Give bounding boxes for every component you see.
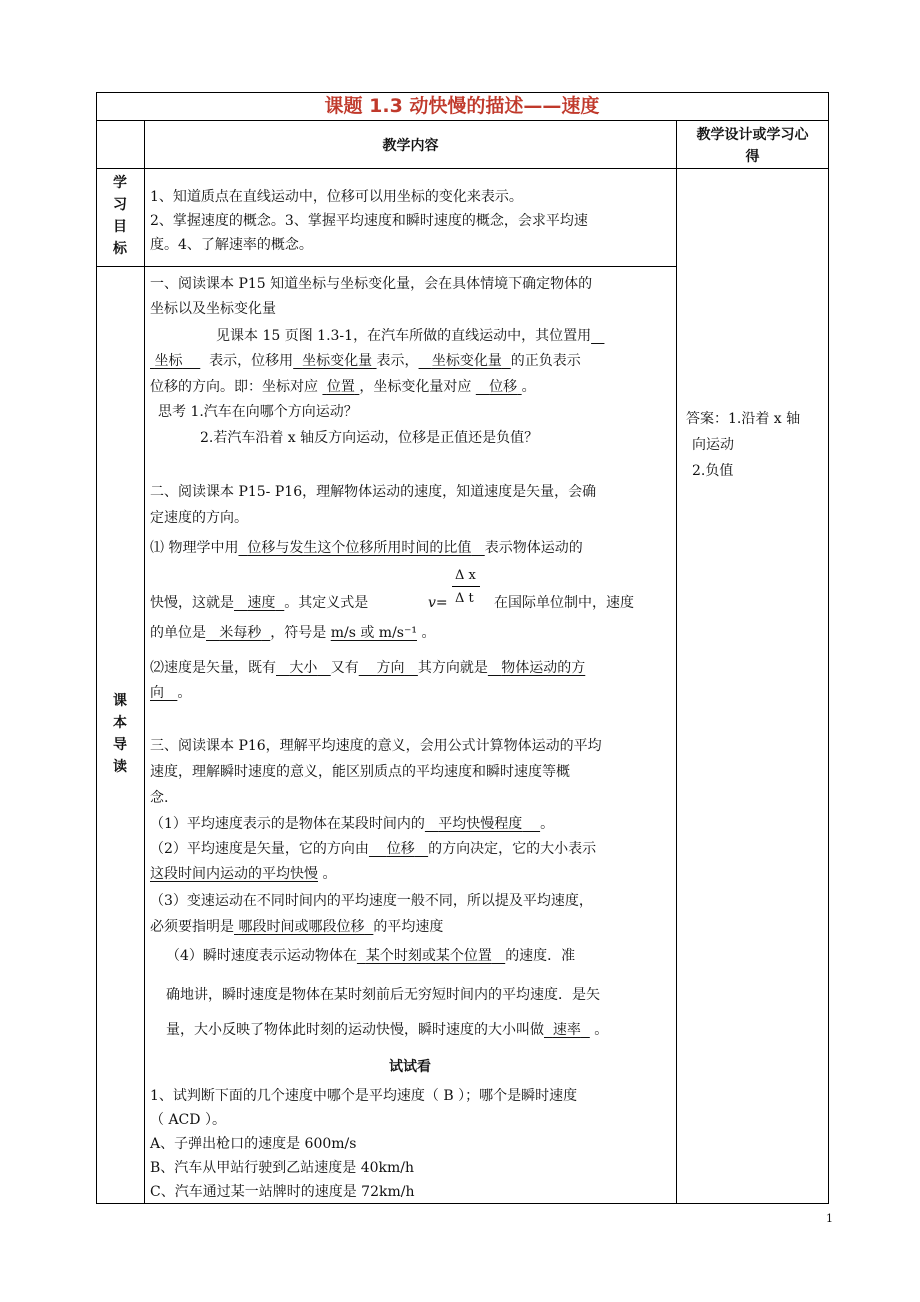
answer-blank xyxy=(357,948,505,964)
sec3-line: （3）变速运动在不同时间内的平均速度一般不同，所以提及平均速度， xyxy=(150,893,593,909)
label-char: 目 xyxy=(113,219,127,235)
try-heading: 试试看 xyxy=(389,1059,431,1075)
reading-label xyxy=(96,690,144,778)
label-char: 读 xyxy=(113,759,127,775)
answer: 向 xyxy=(150,685,164,701)
sec3-line xyxy=(150,840,670,858)
content-column-header: 教学内容 xyxy=(382,138,439,154)
text: （2）平均速度是矢量，它的方向由 xyxy=(150,841,369,857)
answer: 坐标 xyxy=(154,353,183,369)
answer-blank xyxy=(238,540,484,556)
sec3-line xyxy=(150,815,670,833)
table-row-divider xyxy=(96,168,829,169)
text: 又有 xyxy=(330,660,359,676)
answer: 坐标变化量 xyxy=(431,353,502,369)
text: 的正负表示 xyxy=(510,353,581,369)
try-question: （ ACD ）。 xyxy=(150,1112,226,1128)
text: 表示，位移用 xyxy=(209,353,294,369)
answer-blank xyxy=(293,353,376,369)
answer: 位移 xyxy=(489,379,518,395)
sec2-line xyxy=(150,684,670,702)
sec2-line xyxy=(150,624,670,642)
text: 的单位是 xyxy=(150,625,206,641)
text: 的平均速度 xyxy=(373,919,444,935)
text: 的速度．准 xyxy=(505,948,576,964)
text: 必须要指明是 xyxy=(150,919,234,935)
text: 。 xyxy=(322,866,337,882)
sec3-line xyxy=(166,947,686,965)
sec3-line: 三、阅读课本 P16，理解平均速度的意义，会用公式计算物体运动的平均 xyxy=(150,738,602,754)
answer-line: 向运动 xyxy=(692,437,734,453)
sec3-line: 速度，理解瞬时速度的意义，能区别质点的平均速度和瞬时速度等概 xyxy=(150,764,570,780)
sec2-line: 二、阅读课本 P15- P16，理解物体运动的速度，知道速度是矢量，会确 xyxy=(150,484,597,500)
fraction-bar xyxy=(452,586,480,587)
answer-blank: m/s 或 m/s⁻¹ xyxy=(330,625,417,641)
table-row-divider xyxy=(96,120,829,121)
objective-line: 2、掌握速度的概念。3、掌握平均速度和瞬时速度的概念，会求平均速 xyxy=(150,213,588,229)
answer: 平均快慢程度 xyxy=(438,816,523,832)
text: 。 xyxy=(594,1022,609,1038)
answer: 大小 xyxy=(289,660,318,676)
answer-blank xyxy=(150,353,200,369)
sec3-line xyxy=(166,1021,686,1039)
answer-blank xyxy=(419,353,511,369)
answer-blank: 这段时间内运动的平均快慢 xyxy=(150,866,318,882)
text: 。 xyxy=(540,816,555,832)
text: ⑵速度是矢量，既有 xyxy=(150,660,276,676)
try-question: 1、试判断下面的几个速度中哪个是平均速度（ B ）；哪个是瞬时速度 xyxy=(150,1088,578,1104)
objectives-label xyxy=(96,172,144,260)
sec2-line xyxy=(150,659,670,677)
text: 。其定义式是 xyxy=(284,595,369,611)
label-char: 习 xyxy=(113,197,127,213)
objective-line: 度。4、了解速率的概念。 xyxy=(150,237,313,253)
label-char: 学 xyxy=(113,175,127,191)
notes-column-header xyxy=(677,124,828,168)
answer-blank xyxy=(359,660,418,676)
answer: 坐标变化量 xyxy=(302,353,373,369)
text: 位移的方向。即：坐标对应 xyxy=(150,379,318,395)
text: （4）瞬时速度表示运动物体在 xyxy=(166,948,357,964)
label-char: 标 xyxy=(113,241,127,257)
answer-blank xyxy=(234,595,284,611)
try-option: B、汽车从甲站行驶到乙站速度是 40km/h xyxy=(150,1160,415,1176)
try-option: C、汽车通过某一站牌时的速度是 72km/h xyxy=(150,1184,415,1200)
try-option: A、子弹出枪口的速度是 600m/s xyxy=(150,1136,357,1152)
answer: 米每秒 xyxy=(219,625,262,641)
sec3-line xyxy=(150,918,670,936)
formula-numerator: Δ x xyxy=(455,568,476,583)
text: 。 xyxy=(421,625,436,641)
answer: 速度 xyxy=(247,595,276,611)
notes-column-divider xyxy=(676,120,677,1204)
answer: 哪段时间或哪段位移 xyxy=(238,919,365,935)
text: ⑴ 物理学中用 xyxy=(150,540,239,556)
formula-denominator: Δ t xyxy=(455,591,474,606)
answer-blank xyxy=(369,841,428,857)
answer: 物体运动的方 xyxy=(501,660,586,676)
label-column-divider xyxy=(144,120,145,1204)
answer-blank xyxy=(322,379,359,395)
sec3-line: 念. xyxy=(150,790,169,806)
label-char: 本 xyxy=(113,715,127,731)
question-line: 2.若汽车沿着 x 轴反方向运动，位移是正值还是负值？ xyxy=(200,430,539,446)
sec1-line xyxy=(216,327,736,345)
sec3-line xyxy=(150,865,670,883)
text: 其方向就是 xyxy=(417,660,488,676)
notes-header-line2: 得 xyxy=(745,149,760,165)
label-char: 导 xyxy=(113,737,127,753)
text: 的方向决定，它的大小表示 xyxy=(428,841,597,857)
question-line: 思考 1.汽车在向哪个方向运动？ xyxy=(158,404,358,420)
text: 表示物体运动的 xyxy=(484,540,583,556)
text: （1）平均速度表示的是物体在某段时间内的 xyxy=(150,816,425,832)
answer-notes xyxy=(686,406,822,484)
sec1-line xyxy=(150,378,670,396)
text: 快慢，这就是 xyxy=(150,595,234,611)
sec2-line xyxy=(150,539,670,557)
answer-blank xyxy=(150,685,177,701)
table-bottom-border xyxy=(96,1203,829,1204)
table-right-border xyxy=(828,92,829,1204)
answer: 位置 xyxy=(326,379,355,395)
answer-line: 2.负值 xyxy=(692,463,734,479)
text: 见课本 15 页图 1.3-1，在汽车所做的直线运动中，其位置用 xyxy=(216,328,592,344)
answer-blank xyxy=(276,660,331,676)
answer-line: 答案：1.沿着 x 轴 xyxy=(686,411,801,427)
answer-blank xyxy=(425,816,540,832)
table-row-divider xyxy=(96,266,677,267)
text: 。 xyxy=(521,379,536,395)
text: 量，大小反映了物体此时刻的运动快慢，瞬时速度的大小叫做 xyxy=(166,1022,544,1038)
answer: 位移与发生这个位移所用时间的比值 xyxy=(247,540,472,556)
text: ，坐标变化量对应 xyxy=(359,379,472,395)
notes-header-line1: 教学设计或学习心 xyxy=(696,127,809,143)
answer-blank xyxy=(234,919,373,935)
answer: 位移 xyxy=(386,841,415,857)
answer-blank xyxy=(488,660,585,676)
sec1-line: 坐标以及坐标变化量 xyxy=(150,301,276,317)
answer: 速率 xyxy=(552,1022,581,1038)
sec1-line xyxy=(150,352,670,370)
answer-blank xyxy=(206,625,270,641)
formula-v: v= xyxy=(428,595,448,611)
text: ，符号是 xyxy=(270,625,327,641)
text: 表示， xyxy=(376,353,419,369)
label-char: 课 xyxy=(113,693,127,709)
sec3-line: 确地讲，瞬时速度是物体在某时刻前后无穷短时间内的平均速度．是矢 xyxy=(166,987,600,1003)
text: 。 xyxy=(177,685,192,701)
sec2-line: 定速度的方向。 xyxy=(150,510,248,526)
answer: 某个时刻或某个位置 xyxy=(365,948,492,964)
answer: 方向 xyxy=(376,660,405,676)
sec1-line: 一、阅读课本 P15 知道坐标与坐标变化量，会在具体情境下确定物体的 xyxy=(150,276,593,292)
page-number: 1 xyxy=(826,1212,833,1225)
answer-blank xyxy=(544,1022,590,1038)
blank xyxy=(591,328,604,344)
sec2-line: 在国际单位制中，速度 xyxy=(494,595,634,611)
objective-line: 1、知道质点在直线运动中，位移可以用坐标的变化来表示。 xyxy=(150,189,523,205)
page-title: 课题 1.3 动快慢的描述——速度 xyxy=(324,95,600,117)
answer-blank xyxy=(476,379,522,395)
